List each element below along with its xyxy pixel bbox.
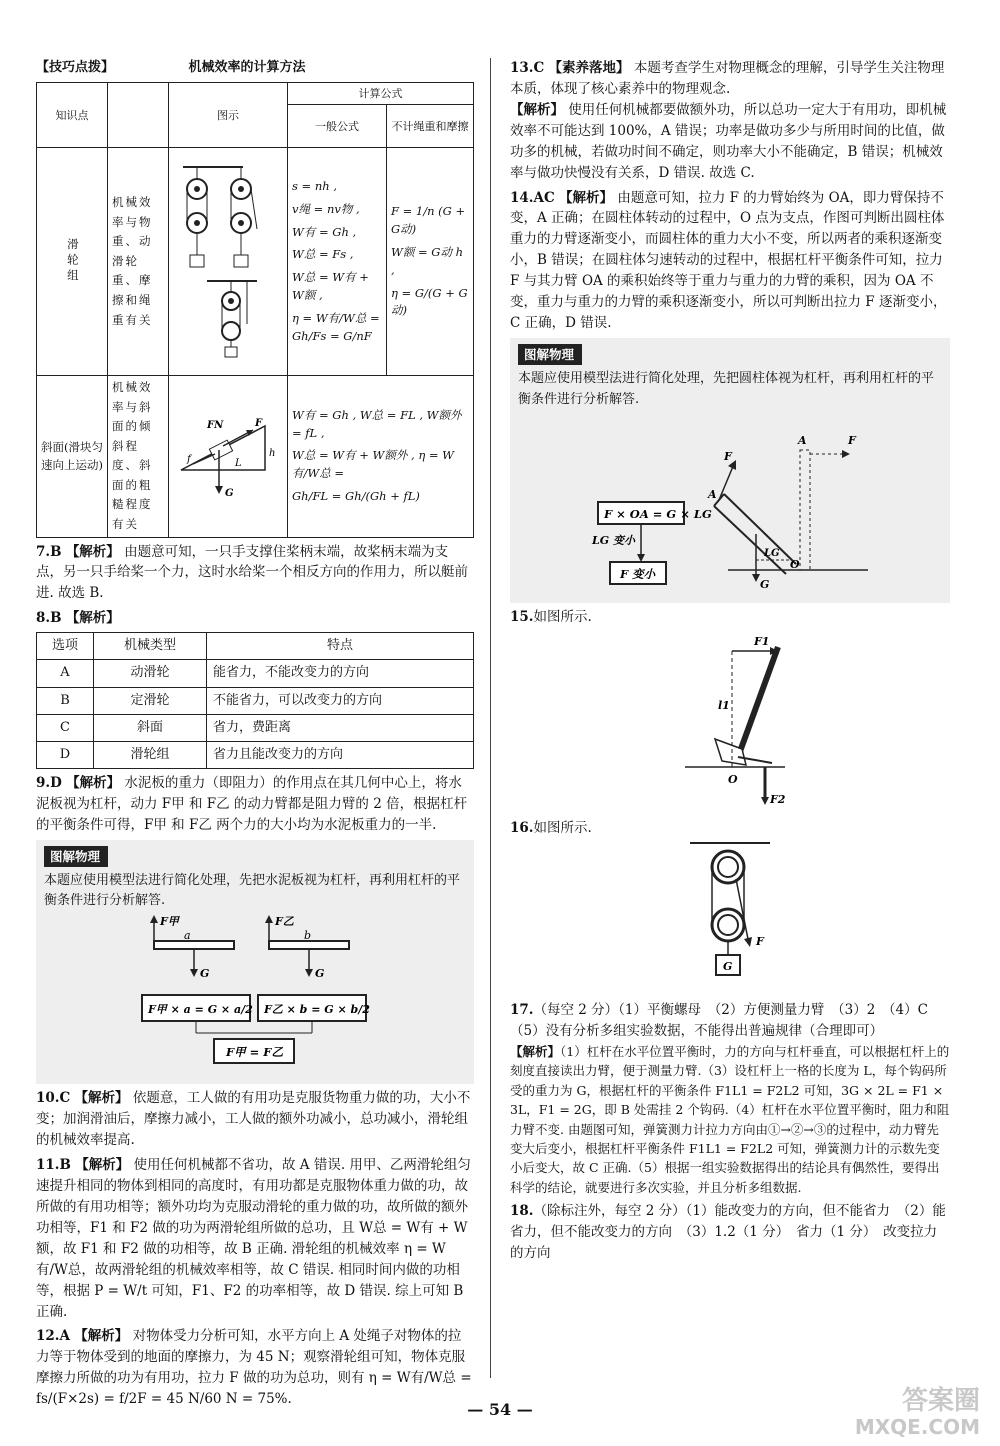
watermark: 答案圈 MXQE.COM	[854, 1386, 980, 1439]
svg-text:f: f	[187, 454, 191, 466]
box2-A2: A	[798, 433, 807, 447]
q16-G: G	[723, 960, 733, 974]
question-12: 12.A 【解析】 对物体受力分析可知，水平方向上 A 处绳子对物体的拉力等于物体受到的地面的摩擦力，为 45 N；观察滑轮组可知，物体克服摩擦力所做的功为有用功，拉力 F 做的功为总功，则有 η = W有/W总 = fs/(F×2s) = f/2F = 45 N/60 N = 75%.	[36, 1328, 472, 1408]
box2-eq: F × OA = G × LG	[604, 506, 712, 521]
g-label-2: G	[315, 967, 325, 981]
tip-tag: 【技巧点拨】	[36, 60, 115, 75]
svg-text:G: G	[225, 488, 234, 499]
question-14: 14.AC 【解析】 由题意可知，拉力 F 的力臂始终为 OA，即力臂保持不变，A 正确；在圆柱体转动的过程中，O 点为支点，作图可判断出圆柱体重力的力臂逐渐变小，而圆柱体的重力大小不变，所以两者的乘积逐渐变小，B 错误；在圆柱体匀速转动的过程中，根据杠杆平衡条件可知，拉力 F 与其力臂 OA 的乘积始终等于重力与重力的力臂的乘积，因为 OA 不变，重力与重力的力臂的乘积逐渐变小，所以可判断出拉力 F 逐渐变小，C 正确，D 错误.	[510, 189, 947, 332]
row1-factor: 机械效率与物重、动滑轮重、摩擦和绳重有关	[108, 148, 169, 376]
question-8: 8.B 【解析】 选项 机械类型 特点 A 动滑轮 能省力，不能改变力的方向 B 定滑轮 不能省力，可以改变力的方向 C 斜面 省力，费距离 D 滑轮组 省力且能改变力的方向	[36, 608, 474, 769]
th-figure: 图示	[169, 83, 288, 148]
cylinder-lever-figure	[518, 410, 938, 590]
row2-factor: 机械效率与斜面的倾斜程度、斜面的粗糙程度有关	[108, 376, 169, 537]
row2-general: W有 = Gh , W总 = FL , W额外 = fL , W总 = W有 + W额外 , η = W有/W总 = Gh/FL = Gh/(Gh + fL)	[288, 376, 474, 537]
incline-figure	[173, 408, 277, 498]
th-formula: 计算公式	[288, 83, 474, 105]
q15-O: O	[728, 773, 738, 787]
question-18: 18.（除标注外，每空 2 分）（1）能改变力的方向，但不能省力 （2）能省力，但不能改变力的方向 （3）1.2（1 分） 省力（1 分） 改变拉力的方向	[510, 1203, 946, 1261]
th-general: 一般公式	[288, 105, 387, 148]
row1-ignore: F = 1/n (G + G动) W额 = G动 h , η = G/(G + G动)	[387, 148, 474, 376]
table-row: A 动滑轮 能省力，不能改变力的方向	[37, 660, 474, 687]
q15-l1: l1	[718, 699, 730, 713]
efficiency-table	[36, 82, 474, 537]
question-16: 16.如图所示. F G	[510, 818, 950, 996]
question-17: 17.（每空 2 分）（1）平衡螺母 （2）方便测量力臂 （3）2 （4）C （5）没有分析多组实验数据，不能得出普遍规律（合理即可） 【解析】（1）杠杆在水平位置平衡时，力的方向与杠杆垂直，可以根据杠杆上的刻度直接读出力臂，便于测量力臂.（3）设杠杆上一格的长度为 L，每个钩码所受的重力为 G，根据杠杆的平衡条件 F1L1 = F2L2 可知，3G × 2L = F1 × 3L，F1 = 2G，即 B 处需挂 2 个钩码.（4）杠杆在水平位置平衡时，阻力和阻力臂不变. 由题图可知，弹簧测力计拉力方向由①→②→③的过程中，动力臂先变大后变小，根据杠杆平衡条件 F1L1 = F2L2 可知，弹簧测力计的示数先变小后变大，故 C 正确.（5）根据一组实验数据得出的结论具有偶然性，要得出科学的结论，就要进行多次实验，并且分析多组数据.	[510, 1002, 950, 1195]
tujie-label-2: 图解物理	[518, 344, 582, 365]
row2-topic: 斜面(滑块匀速向上运动)	[37, 376, 108, 537]
eq2: F乙 × b = G × b/2	[264, 1003, 370, 1017]
q15-F2: F2	[770, 793, 786, 807]
th-blank	[108, 83, 169, 148]
question-11: 11.B 【解析】 使用任何机械都不省功，故 A 错误. 用甲、乙两滑轮组匀速提升相同的物体到相同的高度时，有用功都是克服物体重力做的功，故所做的有用功相等；额外功均为克服动滑轮的重力做的功，故所做的额外功相等，F1 和 F2 做的功为两滑轮组所做的总功，且 W总 = W有 + W额，故 F1 和 F2 做的功相等，故 B 正确. 滑轮组的机械效率 η = W有/W总，故两滑轮组的机械效率相等，故 C 错误. 相同时间内做的功相等，根据 P = W/t 可知，F1、F2 的功率相等，故 D 错误. 综上可知 B 正确.	[36, 1157, 471, 1320]
th-ignore: 不计绳重和摩擦	[387, 105, 474, 148]
question-10: 10.C 【解析】 依题意，工人做的有用功是克服货物重力做的功，大小不变；加润滑油后，摩擦力减小，工人做的额外功减小，总功减小，滑轮组的机械效率提高.	[36, 1090, 471, 1149]
box2-text: 本题应使用模型法进行简化处理，先把圆柱体视为杠杆，再利用杠杆的平衡条件进行分析解答.	[518, 371, 935, 407]
table-row: D 滑轮组 省力且能改变力的方向	[37, 741, 474, 768]
q16-F: F	[756, 935, 764, 949]
b-label: b	[304, 929, 312, 943]
left-column	[36, 58, 474, 1410]
svg-text:h: h	[269, 448, 276, 460]
slab-lever-figure	[44, 911, 464, 1071]
question-9: 9.D 【解析】 水泥板的重力（即阻力）的作用点在其几何中心上，将水泥板视为杠杆，动力 F甲 和 F乙 的动力臂都是阻力臂的 2 倍，根据杠杆的平衡条件可得，F甲 和 F乙 两个力的大小均为水泥板重力的一半.	[36, 774, 468, 833]
box2-A1: A	[708, 487, 717, 501]
q15-F1: F1	[754, 635, 770, 649]
q15-figure	[510, 627, 950, 807]
tujie-box-1	[36, 840, 474, 1085]
tujie-label: 图解物理	[44, 846, 108, 867]
a-label: a	[184, 929, 191, 943]
box2-LG: LG	[764, 547, 780, 559]
question-13: 13.C 【素养落地】 本题考查学生对物理概念的理解，引导学生关注物理本质，体现了核心素养中的物理观念. 【解析】 使用任何机械都要做额外功，所以总功一定大于有用功，即机械效率不可能达到 100%，A 错误；功率是做功多少与所用时间的比值，做功多的机械，若做功时间不确定，则功率大小不能确定，B 错误；机械效率与做功快慢没有关系，D 错误. 故选 C.	[510, 60, 947, 181]
box2-O: O	[790, 557, 800, 571]
g-label-1: G	[200, 967, 210, 981]
tujie-box-2	[510, 338, 950, 603]
tip-title: 机械效率的计算方法	[188, 60, 306, 75]
column-divider	[490, 58, 491, 1378]
eq3: F甲 = F乙	[226, 1045, 283, 1060]
q8-table: 选项 机械类型 特点 A 动滑轮 能省力，不能改变力的方向 B 定滑轮 不能省力，可以改变力的方向 C 斜面 省力，费距离 D 滑轮组 省力且能改变力的方向	[36, 632, 474, 769]
eq1: F甲 × a = G × a/2	[148, 1003, 253, 1017]
row1-figure	[169, 148, 288, 376]
svg-text:FN: FN	[207, 420, 224, 432]
tip-header	[36, 58, 474, 78]
row1-topic: 滑轮组	[37, 148, 108, 376]
box2-result: F 变小	[620, 566, 656, 581]
page-number: — 54 —	[467, 1400, 533, 1419]
fyi-label: F乙	[275, 915, 294, 929]
q16-figure	[510, 839, 950, 989]
box2-F1: F	[724, 449, 732, 463]
right-column	[510, 58, 950, 1264]
row2-figure	[169, 376, 288, 537]
fjia-label: F甲	[160, 915, 179, 929]
table-row: C 斜面 省力，费距离	[37, 714, 474, 741]
question-15: 15.如图所示. F2 F1 l1 O	[510, 607, 950, 815]
th-knowledge: 知识点	[37, 83, 108, 148]
svg-text:L: L	[235, 458, 242, 470]
box2-F2: F	[848, 433, 856, 447]
box2-lg: LG 变小	[592, 533, 635, 547]
question-7: 7.B 【解析】 由题意可知，一只手支撑住桨柄末端，故桨柄末端为支点，另一只手给桨一个力，这时水给桨一个相反方向的作用力，所以艇前进. 故选 B.	[36, 543, 468, 602]
box2-G: G	[760, 577, 770, 590]
svg-text:F: F	[255, 418, 263, 430]
box1-text: 本题应使用模型法进行简化处理，先把水泥板视为杠杆，再利用杠杆的平衡条件进行分析解答.	[44, 873, 461, 909]
table-row: B 定滑轮 不能省力，可以改变力的方向	[37, 687, 474, 714]
pulley-figures	[173, 159, 277, 359]
row1-general: s = nh , v绳 = nv物 , W有 = Gh , W总 = Fs , W总 = W有 + W额 , η = W有/W总 = Gh/Fs = G/nF	[288, 148, 387, 376]
